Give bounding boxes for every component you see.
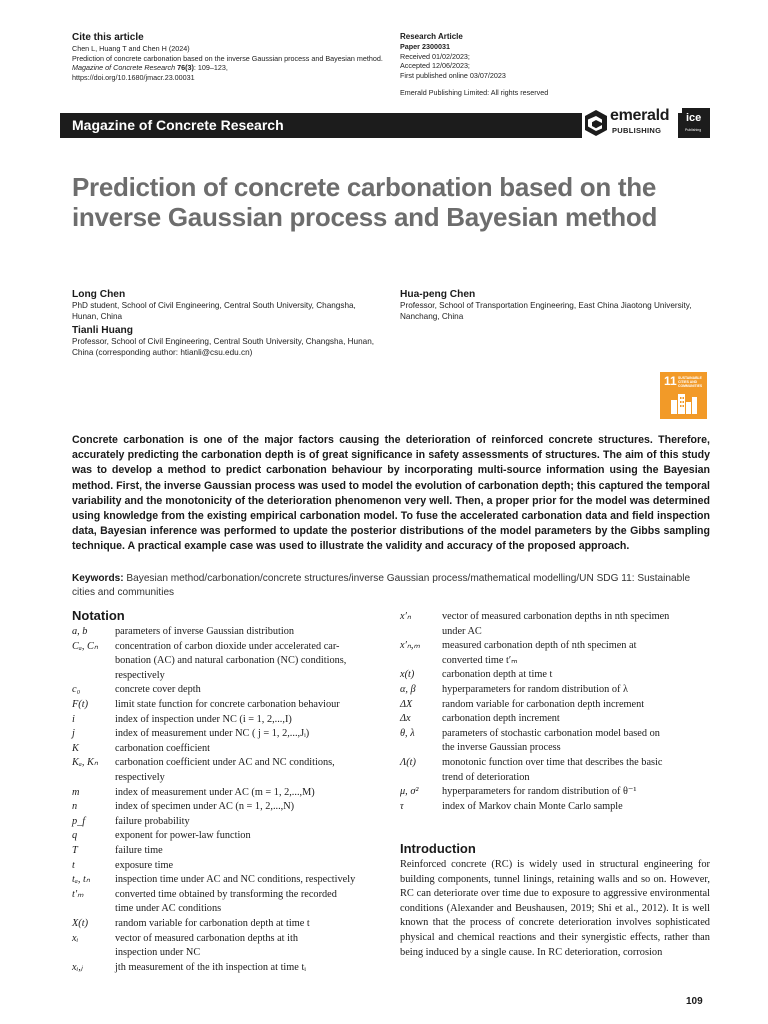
notation-symbol: j bbox=[72, 728, 75, 740]
author-name: Hua-peng Chen bbox=[400, 289, 476, 300]
notation-definition: index of measurement under NC ( j = 1, 2,...,Jᵢ) bbox=[115, 728, 310, 740]
sdg-number: 11 bbox=[664, 374, 677, 388]
notation-definition: jth measurement of the ith inspection at time tᵢ bbox=[115, 961, 306, 973]
keywords bbox=[72, 572, 710, 600]
notation-definition: carbonation depth at time t bbox=[442, 669, 553, 681]
cite-journal-line bbox=[72, 63, 402, 73]
notation-symbol: Λ(t) bbox=[400, 757, 416, 768]
abstract: Concrete carbonation is one of the major factors causing the deterioration of reinforced concrete structures. Therefore, accurately predicting the carbonation depth is of great significance in safety assessments of structures. The aim of this study was to develop a method to predict carbonation behaviour by incorporating multi-source information using the Bayesian method. First, the inverse Gaussian process was used to model the evolution of carbonation depth; this captured the temporal variability and the monotonicity of the deterioration phenomenon very well. Then, a proper prior for the model was determined using knowledge from the existing empirical carbonation model. To fuse the accelerated carbonation data and field inspection data, Bayesian inference was performed to update the posterior distributions of the model parameters by the Gibbs sampling technique. A practical example case was used to illustrate the validity and accuracy of the proposed approach. bbox=[72, 434, 710, 553]
notation-symbol: F(t) bbox=[72, 699, 89, 710]
notation-definition: converted time obtained by transforming the recorded time under AC conditions bbox=[115, 888, 337, 915]
notation-symbol: Cₐ, Cₙ bbox=[72, 640, 98, 652]
notation-heading: Notation bbox=[72, 608, 125, 623]
notation-symbol: θ, λ bbox=[400, 727, 415, 739]
paper-number: Paper 2300031 bbox=[400, 42, 450, 51]
ice-logo-subtext: Publishing bbox=[685, 128, 702, 132]
notation-definition: carbonation depth increment bbox=[442, 713, 560, 725]
notation-definition: parameters of stochastic carbonation model based on the inverse Gaussian process bbox=[442, 727, 660, 754]
city-icon bbox=[670, 392, 698, 414]
notation-definition: concentration of carbon dioxide under accelerated car- bonation (AC) and natural carbonation (NC) conditions, respectively bbox=[115, 640, 347, 681]
notation-definition: carbonation coefficient bbox=[115, 742, 211, 754]
notation-symbol: x(t) bbox=[400, 669, 415, 681]
notation-symbol: x′ₙ,ₘ bbox=[400, 640, 420, 652]
cite-heading: Cite this article bbox=[72, 32, 144, 43]
notation-symbol: c₀ bbox=[72, 684, 81, 696]
publisher-wordmark: emerald bbox=[610, 107, 670, 124]
notation-definition: vector of measured carbonation depths at ith inspection under NC bbox=[115, 932, 298, 959]
notation-symbol: K bbox=[72, 742, 79, 754]
keywords-label: Keywords: bbox=[72, 573, 124, 584]
cite-authors: Chen L, Huang T and Chen H (2024) bbox=[72, 44, 190, 53]
notation-symbol: q bbox=[72, 830, 78, 842]
notation-symbol: m bbox=[72, 786, 80, 798]
notation-definition: index of specimen under AC (n = 1, 2,...,N) bbox=[115, 801, 295, 813]
notation-definition: index of measurement under AC (m = 1, 2,...,M) bbox=[115, 786, 315, 798]
rights-statement: Emerald Publishing Limited: All rights reserved bbox=[400, 88, 549, 98]
notation-list-left bbox=[72, 625, 387, 973]
notation-definition: random variable for carbonation depth at time t bbox=[115, 918, 310, 929]
author-block-2 bbox=[72, 325, 382, 358]
notation-symbol: Kₐ, Kₙ bbox=[72, 757, 98, 769]
notation-definition: failure time bbox=[115, 845, 163, 856]
article-type: Research Article bbox=[400, 32, 463, 41]
emerald-logo-icon bbox=[585, 110, 607, 136]
notation-symbol: T bbox=[72, 845, 78, 856]
keywords-text: Bayesian method/carbonation/concrete structures/inverse Gaussian process/mathematical modelling/UN SDG 11: Sustainable cities and communities bbox=[72, 573, 691, 598]
page-number: 109 bbox=[686, 996, 703, 1007]
notation-symbol: ΔX bbox=[400, 698, 413, 710]
received-date: Received 01/02/2023; bbox=[400, 51, 470, 61]
cite-block bbox=[72, 32, 402, 82]
notation-symbol: p_f bbox=[72, 815, 86, 827]
notation-definition: vector of measured carbonation depths in nth specimen under AC bbox=[442, 611, 670, 637]
notation-symbol: X(t) bbox=[72, 918, 89, 929]
author-affiliation: Professor, School of Civil Engineering, Central South University, Changsha, Hunan, China (corresponding author: htianli@csu.edu.cn) bbox=[72, 337, 375, 357]
notation-symbol: n bbox=[72, 801, 78, 813]
notation-definition: exposure time bbox=[115, 859, 174, 871]
notation-symbol: xᵢ bbox=[72, 932, 79, 944]
published-date: First published online 03/07/2023 bbox=[400, 70, 506, 80]
notation-symbol: t′ₘ bbox=[72, 888, 84, 900]
article-title: Prediction of concrete carbonation based on the inverse Gaussian process and Bayesian method bbox=[72, 172, 658, 232]
publisher-subword: PUBLISHING bbox=[612, 126, 662, 135]
notation-list-right bbox=[400, 610, 710, 815]
introduction-text: Reinforced concrete (RC) is widely used in structural engineering for building components, tunnel linings, retaining walls and so on. However, RC can deteriorate over time due to exposure to aggressive environmental conditions (Alexander and Beushausen, 2019; Shi et al., 2012). It is well known that the process of concrete deterioration involves sophisticated physical and chemical reactions and their synergistic effects, rather than being induced by a single cause. In RC deterioration, corrosion bbox=[400, 859, 710, 958]
notation-definition: random variable for carbonation depth increment bbox=[442, 698, 645, 710]
notation-definition: carbonation coefficient under AC and NC conditions, respectively bbox=[115, 757, 335, 783]
cite-article-title: Prediction of concrete carbonation based on the inverse Gaussian process and Bayesian method. bbox=[72, 53, 383, 63]
notation-definition: concrete cover depth bbox=[115, 684, 201, 696]
author-name: Tianli Huang bbox=[72, 325, 133, 336]
notation-symbol: t bbox=[72, 859, 75, 871]
notation-symbol: x′ₙ bbox=[400, 611, 411, 622]
notation-definition: measured carbonation depth of nth specimen at converted time t′ₘ bbox=[442, 640, 637, 666]
notation-symbol: μ, σ² bbox=[400, 786, 419, 798]
accepted-date: Accepted 12/06/2023; bbox=[400, 61, 470, 71]
notation-definition: index of Markov chain Monte Carlo sample bbox=[442, 800, 623, 812]
notation-definition: exponent for power-law function bbox=[115, 830, 251, 842]
cite-journal: Magazine of Concrete Research bbox=[72, 63, 176, 73]
author-name: Long Chen bbox=[72, 289, 126, 300]
sdg-label: SUSTAINABLE CITIES AND COMMUNITIES bbox=[678, 376, 703, 388]
article-info bbox=[400, 32, 700, 98]
notation-symbol: Δx bbox=[400, 713, 411, 725]
cite-volume: 76(3) bbox=[177, 63, 194, 73]
notation-definition: limit state function for concrete carbonation behaviour bbox=[115, 699, 340, 710]
journal-name: Magazine of Concrete Research bbox=[72, 117, 284, 133]
notation-definition: hyperparameters for random distribution of θ⁻¹ bbox=[442, 786, 637, 798]
introduction-heading: Introduction bbox=[400, 841, 476, 856]
author-block-3 bbox=[400, 289, 700, 322]
notation-symbol: xᵢ,ⱼ bbox=[72, 961, 83, 973]
notation-definition: inspection time under AC and NC conditions, respectively bbox=[115, 874, 356, 886]
notation-symbol: τ bbox=[400, 800, 404, 812]
notation-definition: parameters of inverse Gaussian distribution bbox=[115, 626, 295, 637]
ice-logo-text: ice bbox=[686, 112, 702, 124]
notation-symbol: a, b bbox=[72, 626, 88, 637]
notation-definition: hyperparameters for random distribution of λ bbox=[442, 684, 628, 695]
notation-symbol: i bbox=[72, 713, 75, 725]
notation-symbol: α, β bbox=[400, 684, 416, 695]
author-affiliation: Professor, School of Transportation Engineering, East China Jiaotong University, Nanchang, China bbox=[400, 301, 692, 321]
cite-pages: : 109–123, bbox=[193, 63, 228, 73]
cite-doi[interactable]: https://doi.org/10.1680/jmacr.23.00031 bbox=[72, 72, 195, 82]
notation-symbol: tₐ, tₙ bbox=[72, 874, 90, 886]
author-affiliation: PhD student, School of Civil Engineering, Central South University, Changsha, Hunan, China bbox=[72, 301, 356, 321]
notation-definition: index of inspection under NC (i = 1, 2,...,I) bbox=[115, 713, 292, 725]
notation-definition: monotonic function over time that describes the basic trend of deterioration bbox=[442, 757, 663, 783]
notation-definition: failure probability bbox=[115, 815, 190, 827]
author-block-1 bbox=[72, 289, 372, 322]
